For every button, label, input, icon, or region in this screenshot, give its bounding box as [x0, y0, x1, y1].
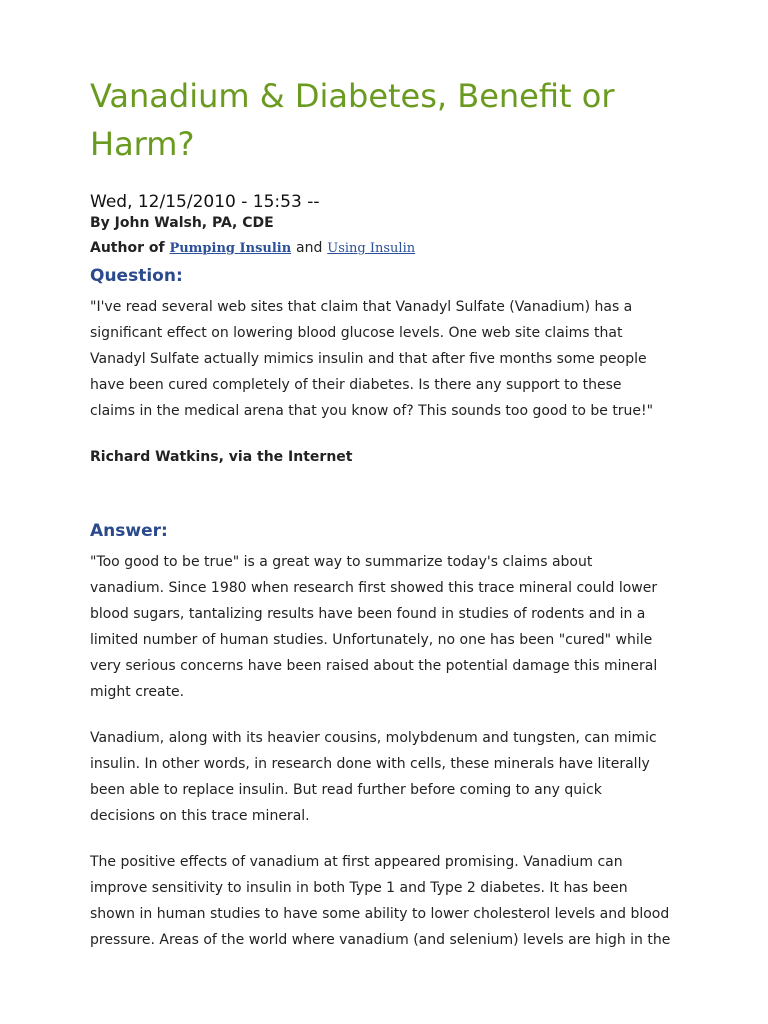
using-insulin-link[interactable]: Using Insulin	[327, 241, 416, 256]
text-line: have been cured completely of their diabetes. Is there any support to these	[90, 377, 622, 393]
post-date: Wed, 12/15/2010 - 15:53 --	[90, 192, 320, 212]
text-line: Vanadyl Sulfate actually mimics insulin and that after five months some people	[90, 351, 647, 367]
byline: By John Walsh, PA, CDE	[90, 215, 274, 231]
text-line: significant effect on lowering blood glucose levels. One web site claims that	[90, 325, 623, 341]
answer-heading: Answer:	[90, 521, 168, 541]
text-line: claims in the medical arena that you know of? This sounds too good to be true!"	[90, 403, 654, 419]
author-books	[90, 238, 415, 259]
text-line: blood sugars, tantalizing results have been found in studies of rodents and in a	[90, 606, 646, 622]
question-heading: Question:	[90, 266, 183, 286]
text-line: The positive effects of vanadium at first appeared promising. Vanadium can	[90, 854, 623, 870]
pumping-insulin-link[interactable]: Pumping Insulin	[169, 241, 292, 256]
title-line: Vanadium & Diabetes, Benefit or	[90, 77, 615, 115]
text-line: very serious concerns have been raised about the potential damage this mineral	[90, 658, 658, 674]
text-line: vanadium. Since 1980 when research first showed this trace mineral could lower	[90, 580, 658, 596]
text-line: might create.	[90, 684, 185, 700]
author-prefix: Author of	[90, 240, 165, 256]
text-line: limited number of human studies. Unfortunately, no one has been "cured" while	[90, 632, 653, 648]
answer-paragraph	[90, 549, 690, 705]
author-and: and	[296, 240, 323, 256]
text-line: improve sensitivity to insulin in both Type 1 and Type 2 diabetes. It has been	[90, 880, 628, 896]
text-line: decisions on this trace mineral.	[90, 808, 310, 824]
question-text	[90, 294, 690, 424]
article-title	[90, 72, 690, 168]
text-line: shown in human studies to have some ability to lower cholesterol levels and blood	[90, 906, 670, 922]
title-line: Harm?	[90, 125, 195, 163]
text-line: insulin. In other words, in research done with cells, these minerals have literally	[90, 756, 650, 772]
text-line: Vanadium, along with its heavier cousins, molybdenum and tungsten, can mimic	[90, 730, 657, 746]
text-line: been able to replace insulin. But read further before coming to any quick	[90, 782, 602, 798]
question-signature: Richard Watkins, via the Internet	[90, 449, 353, 465]
text-line: pressure. Areas of the world where vanadium (and selenium) levels are high in the	[90, 932, 671, 948]
text-line: "I've read several web sites that claim that Vanadyl Sulfate (Vanadium) has a	[90, 299, 633, 315]
text-line: "Too good to be true" is a great way to summarize today's claims about	[90, 554, 593, 570]
answer-paragraph	[90, 849, 690, 953]
answer-paragraph	[90, 725, 690, 829]
